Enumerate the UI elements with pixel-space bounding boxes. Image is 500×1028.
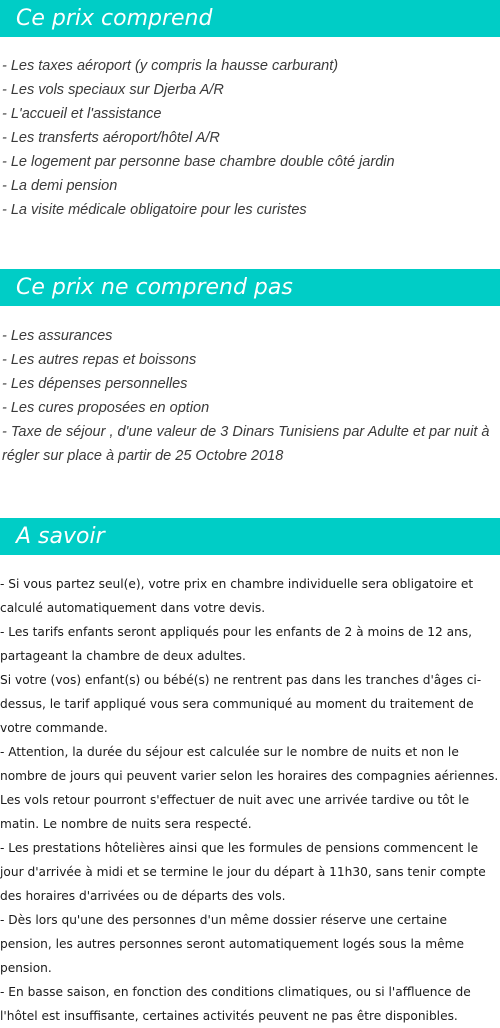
list-item: - Les vols speciaux sur Djerba A/R (2, 82, 224, 98)
info-list (0, 572, 500, 1028)
info-paragraph: - Les prestations hôtelières ainsi que les formules de pensions commencent le jour d'arrivée à midi et se termine le jour du départ à 11h30, sans tenir compte des horaires d'arrivées ou de départs des vols. (0, 841, 486, 903)
list-item: - Les dépenses personnelles (2, 376, 188, 392)
list-item: - Les cures proposées en option (2, 400, 210, 416)
list-item: - La visite médicale obligatoire pour les curistes (2, 202, 307, 218)
includes-section (0, 0, 500, 222)
list-item: - Le logement par personne base chambre double côté jardin (2, 154, 395, 170)
info-paragraph: - Si vous partez seul(e), votre prix en chambre individuelle sera obligatoire et calculé automatiquement dans votre devis. (0, 577, 474, 615)
excludes-list (0, 324, 500, 468)
includes-list (0, 54, 500, 222)
excludes-heading: Ce prix ne comprend pas (0, 269, 500, 306)
excludes-section (0, 269, 500, 468)
list-item: - L'accueil et l'assistance (2, 106, 162, 122)
list-item: - La demi pension (2, 178, 118, 194)
info-paragraph: - Attention, la durée du séjour est calculée sur le nombre de nuits et non le nombre de jours qui peuvent varier selon les horaires des compagnies aériennes. Les vols retour pourront s'effectuer de nuit avec une arrivée tardive ou tôt le matin. Le nombre de nuits sera respecté. (0, 745, 499, 831)
info-paragraph: - Dès lors qu'une des personnes d'un même dossier réserve une certaine pension, les autres personnes seront automatiquement logés sous la même pension. (0, 913, 464, 975)
list-item: - Les transferts aéroport/hôtel A/R (2, 130, 220, 146)
list-item: - Taxe de séjour , d'une valeur de 3 Dinars Tunisiens par Adulte et par nuit à régler sur place à partir de 25 Octobre 2018 (2, 424, 490, 464)
list-item: - Les assurances (2, 328, 113, 344)
info-paragraph: - Les tarifs enfants seront appliqués pour les enfants de 2 à moins de 12 ans, partageant la chambre de deux adultes. (0, 625, 473, 663)
info-paragraph: - En basse saison, en fonction des conditions climatiques, ou si l'affluence de l'hôtel est insuffisante, certaines activités peuvent ne pas être disponibles. (0, 985, 471, 1023)
info-paragraph: Si votre (vos) enfant(s) ou bébé(s) ne rentrent pas dans les tranches d'âges ci-dessus, le tarif appliqué vous sera communiqué au moment du traitement de votre commande. (0, 673, 482, 735)
includes-heading: Ce prix comprend (0, 0, 500, 37)
list-item: - Les autres repas et boissons (2, 352, 197, 368)
info-heading: A savoir (0, 518, 500, 555)
info-section (0, 518, 500, 1028)
list-item: - Les taxes aéroport (y compris la hausse carburant) (2, 58, 339, 74)
